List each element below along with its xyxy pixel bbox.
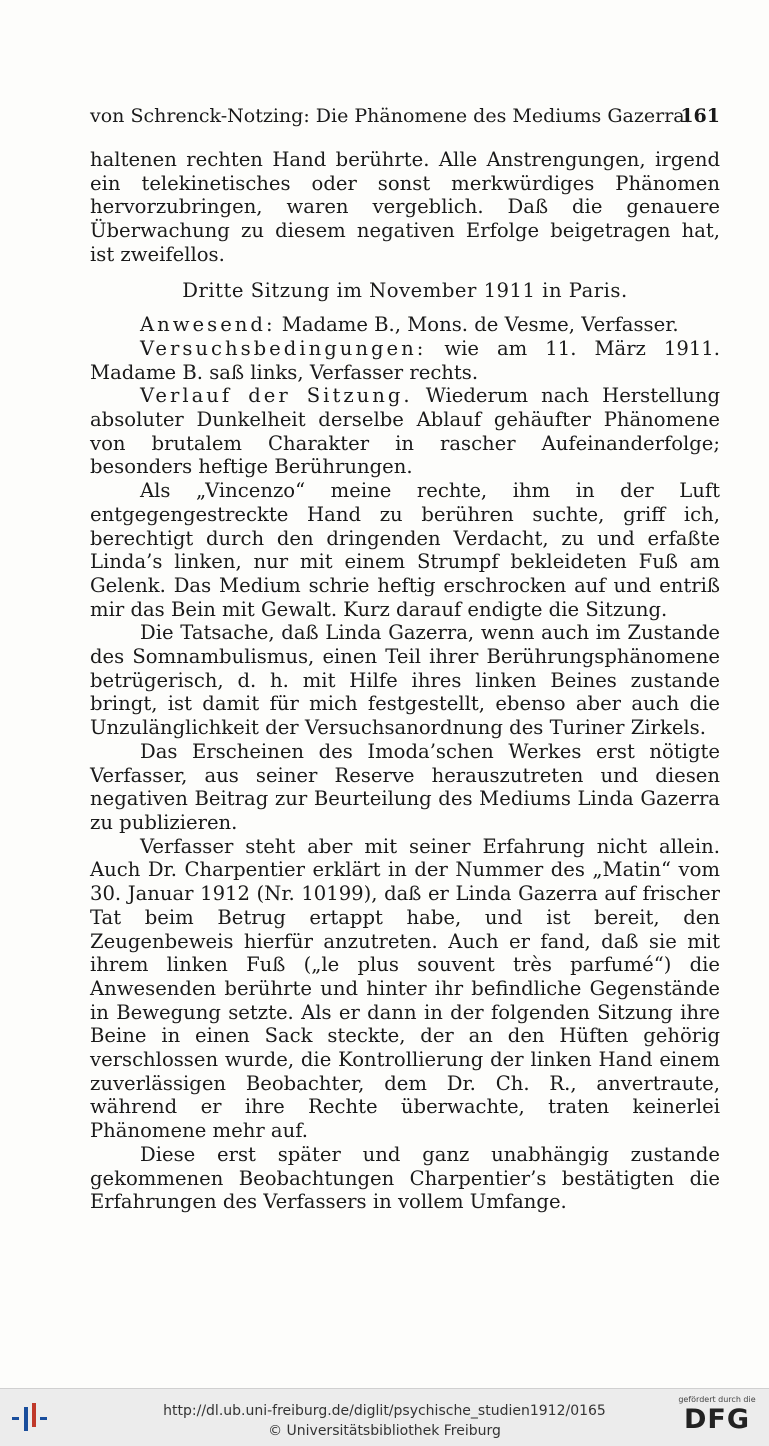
permalink-url[interactable]: http://dl.ub.uni-freiburg.de/diglit/psychische_studien1912/0165 <box>163 1403 606 1419</box>
attendees-text: Madame B., Mons. de Vesme, Verfasser. <box>275 313 679 337</box>
paragraph: haltenen rechten Hand berührte. Alle Anstrengungen, irgend ein telekinetisches oder sonst merkwürdiges Phänomen hervorzubringen, waren vergeblich. Daß die genauere Überwachung zu diesem negativen Erfolge beigetragen hat, ist zweifellos. <box>90 148 720 266</box>
viewer-footer <box>0 1388 769 1446</box>
label-course: Verlauf der Sitzung. <box>140 384 413 408</box>
section-heading: Dritte Sitzung im November 1911 in Paris. <box>182 278 628 302</box>
page-number: 161 <box>680 105 720 127</box>
label-conditions: Versuchsbedingungen: <box>140 336 427 360</box>
paragraph-course <box>90 384 720 479</box>
running-title: von Schrenck-Notzing: Die Phänomene des Mediums Gazerra. <box>90 105 691 127</box>
page-body <box>90 148 720 1214</box>
paragraph: Die Tatsache, daß Linda Gazerra, wenn auch im Zustande des Somnambulismus, einen Teil ihrer Berührungsphänomene betrügerisch, d. h. mit Hilfe ihres linken Beines zustande bringt, ist damit für mich festgestellt, ebenso aber auch die Unzulänglichkeit der Versuchsanordnung des Turiner Zirkels. <box>90 621 720 740</box>
dfg-funding-logo <box>677 1395 757 1435</box>
label-attendees: Anwesend: <box>140 313 276 337</box>
course-text: Wiederum nach Herstellung absoluter Dunkelheit derselbe Ablauf gehäufter Phänomene von brutalem Charakter in rascher Aufeinanderfolge; besonders heftige Berührungen. <box>90 384 721 479</box>
copyright-notice: © Universitätsbibliothek Freiburg <box>268 1423 501 1439</box>
paragraph: Als „Vincenzo“ meine rechte, ihm in der Luft entgegengestreckte Hand zu berühren suchte, griff ich, berechtigt durch den dringenden Verdacht, zu und erfaßte Linda’s linken, nur mit einem Strumpf bekleideten Fuß am Gelenk. Das Medium schrie heftig erschrocken auf und entriß mir das Bein mit Gewalt. Kurz darauf endigte die Sitzung. <box>90 479 720 621</box>
paragraph-attendees <box>90 313 720 337</box>
dfg-logo-text: DFG <box>683 1404 751 1435</box>
paragraph: Verfasser steht aber mit seiner Erfahrung nicht allein. Auch Dr. Charpentier erklärt in der Nummer des „Matin“ vom 30. Januar 1912 (Nr. 10199), daß er Linda Gazerra auf frischer Tat beim Betrug ertappt habe, und ist bereit, den Zeugenbeweis hierfür anzutreten. Auch er fand, daß sie mit ihrem linken Fuß („le plus souvent très parfumé“) die Anwesenden berührte und hinter ihr befindliche Gegenstände in Bewegung setzte. Als er dann in der folgenden Sitzung ihre Beine in einen Sack steckte, der an den Hüften gehörig verschlossen wurde, die Kontrollierung der linken Hand einem zuverlässigen Beobachter, dem Dr. Ch. R., anvertraute, während er ihre Rechte überwachte, traten keinerlei Phänomene mehr auf. <box>90 834 720 1143</box>
paragraph: Das Erscheinen des Imoda’schen Werkes erst nötigte Verfasser, aus seiner Reserve herauszutreten und diesen negativen Beitrag zur Beurteilung des Mediums Linda Gazerra zu publizieren. <box>90 739 720 834</box>
dfg-funded-by-text: gefördert durch die <box>678 1395 756 1404</box>
conditions-text: wie am 11. März 1911. Madame B. saß links, Verfasser rechts. <box>90 336 720 384</box>
paragraph-conditions <box>90 337 720 384</box>
paragraph: Diese erst später und ganz unabhängig zustande gekommenen Beobachtungen Charpentier’s bestätigten die Erfahrungen des Verfassers in vollem Umfange. <box>90 1142 720 1214</box>
